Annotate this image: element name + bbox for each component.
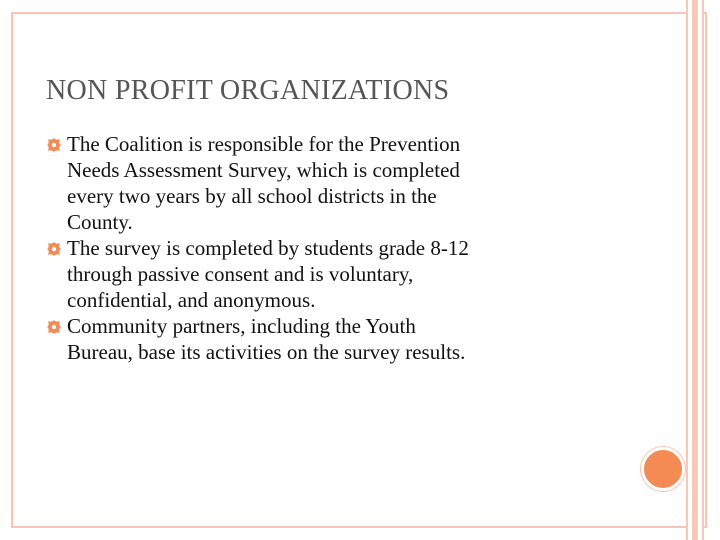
bullet-line: The Coalition is responsible for the Prevention <box>67 132 461 156</box>
bullet-item <box>46 131 606 235</box>
decorative-circle <box>641 447 685 491</box>
bullet-item <box>46 235 606 313</box>
fleuron-bullet-icon <box>46 137 62 153</box>
decorative-stripe <box>702 0 704 540</box>
bullet-line: through passive consent and is voluntary, <box>67 262 414 286</box>
fleuron-bullet-icon <box>46 241 62 257</box>
bullet-line: Community partners, including the Youth <box>67 314 416 338</box>
bullet-item <box>46 313 606 365</box>
fleuron-bullet-icon <box>46 319 62 335</box>
bullet-line: confidential, and anonymous. <box>67 288 316 312</box>
bullet-line: every two years by all school districts in the <box>67 184 437 208</box>
bullet-line: The survey is completed by students grade 8-12 <box>67 236 469 260</box>
bullet-line: County. <box>67 210 133 234</box>
bullet-list <box>46 131 606 365</box>
bullet-line: Bureau, base its activities on the survey results. <box>67 340 466 364</box>
bullet-line: Needs Assessment Survey, which is completed <box>67 158 460 182</box>
slide-title: NON PROFIT ORGANIZATIONS <box>46 75 450 106</box>
